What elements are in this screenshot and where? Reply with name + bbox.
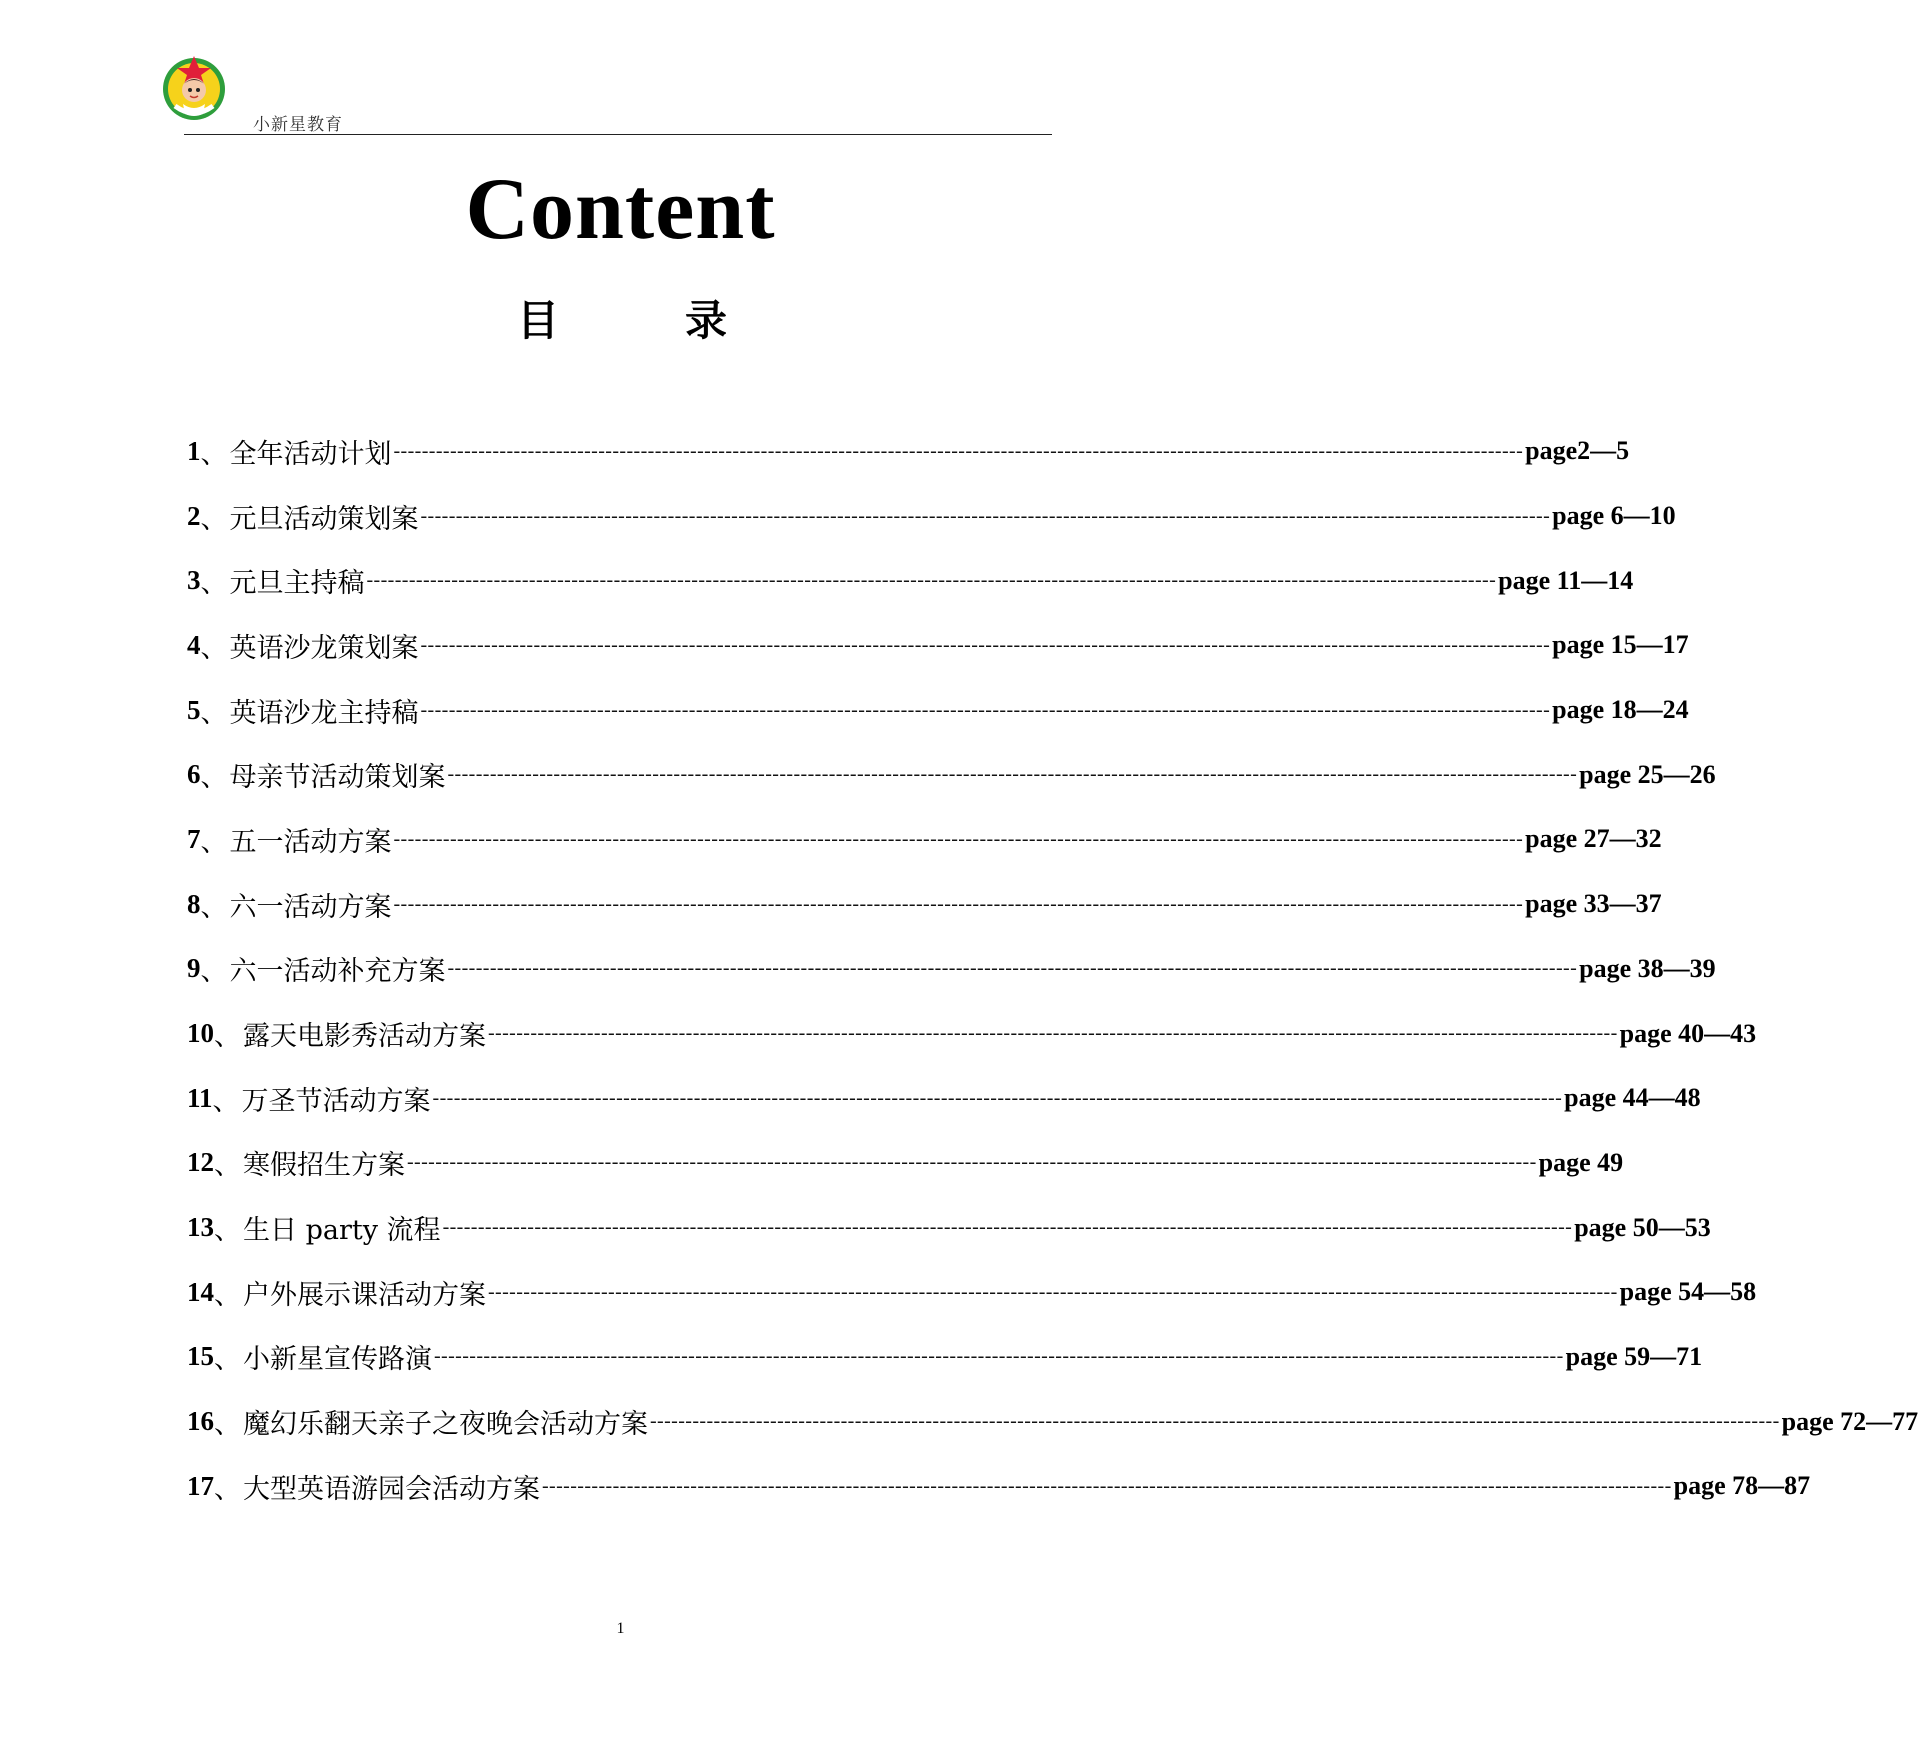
- title-chinese-char-1: 目: [517, 296, 560, 345]
- toc-entry[interactable]: [187, 1195, 1711, 1260]
- toc-entry-page: page 15—17: [1552, 630, 1689, 660]
- new-star-logo-icon: [161, 54, 227, 122]
- toc-entry-separator: 、: [214, 1215, 241, 1247]
- toc-entry-separator: 、: [200, 762, 228, 794]
- toc-entry-page: page 6—10: [1552, 501, 1676, 531]
- toc-entry-leader: ----------------------------------------------------------------------------------------------------------------------------------------------------------------: [420, 633, 1551, 656]
- toc-entry-title: 生日 party 流程: [243, 1215, 441, 1247]
- toc-entry-leader: ----------------------------------------------------------------------------------------------------------------------------------------------------------------: [447, 763, 1578, 786]
- toc-entry-leader: ----------------------------------------------------------------------------------------------------------------------------------------------------------------: [447, 957, 1578, 980]
- toc-entry-leader: ----------------------------------------------------------------------------------------------------------------------------------------------------------------: [393, 439, 1524, 462]
- toc-entry-leader: ----------------------------------------------------------------------------------------------------------------------------------------------------------------: [420, 504, 1551, 527]
- toc-entry-title: 五一活动方案: [229, 826, 392, 858]
- toc-entry-separator: 、: [214, 1344, 241, 1376]
- toc-entry-separator: 、: [214, 1473, 241, 1505]
- toc-entry-title: 元旦主持稿: [229, 568, 365, 600]
- toc-entry-number: 3: [187, 565, 201, 596]
- toc-entry[interactable]: [187, 807, 1662, 872]
- toc-entry-number: 5: [187, 694, 201, 725]
- toc-entry-page: page 54—58: [1619, 1277, 1757, 1307]
- toc-entry[interactable]: [187, 678, 1689, 743]
- toc-entry-number: 14: [187, 1276, 214, 1307]
- toc-entry-title: 全年活动计划: [229, 438, 392, 470]
- toc-entry-title: 元旦活动策划案: [229, 503, 419, 535]
- toc-entry-page: page 27—32: [1525, 824, 1662, 854]
- header-divider: [184, 134, 1052, 135]
- toc-entry-separator: 、: [212, 1085, 240, 1117]
- toc-entry-number: 8: [187, 888, 201, 919]
- toc-entry[interactable]: [187, 1260, 1757, 1325]
- toc-entry-separator: 、: [200, 438, 228, 470]
- toc-entry-leader: ----------------------------------------------------------------------------------------------------------------------------------------------------------------: [407, 1151, 1537, 1174]
- toc-entry[interactable]: [187, 742, 1716, 807]
- toc-entry-separator: 、: [214, 1021, 241, 1053]
- toc-entry-number: 6: [187, 759, 201, 790]
- toc-entry[interactable]: [187, 484, 1676, 549]
- toc-entry-leader: ----------------------------------------------------------------------------------------------------------------------------------------------------------------: [442, 1216, 1573, 1239]
- toc-entry-title: 大型英语游园会活动方案: [243, 1473, 540, 1505]
- toc-entry-separator: 、: [200, 891, 228, 923]
- toc-entry[interactable]: [187, 1325, 1703, 1390]
- toc-entry-page: page 50—53: [1574, 1212, 1711, 1242]
- toc-entry-number: 1: [187, 435, 201, 466]
- toc-entry-leader: ----------------------------------------------------------------------------------------------------------------------------------------------------------------: [542, 1474, 1672, 1497]
- toc-entry-number: 16: [187, 1406, 214, 1437]
- toc-entry-title: 万圣节活动方案: [241, 1085, 431, 1117]
- toc-entry-title: 英语沙龙主持稿: [229, 697, 419, 729]
- toc-entry[interactable]: [187, 937, 1716, 1002]
- toc-entry-number: 10: [187, 1018, 214, 1049]
- toc-entry-leader: ----------------------------------------------------------------------------------------------------------------------------------------------------------------: [488, 1022, 1618, 1045]
- toc-entry-title: 母亲节活动策划案: [229, 762, 446, 794]
- page-number: 1: [616, 1620, 625, 1637]
- toc-entry[interactable]: [187, 1454, 1811, 1519]
- organization-name: 小新星教育: [253, 115, 343, 135]
- toc-entry-title: 露天电影秀活动方案: [243, 1021, 486, 1053]
- toc-entry-number: 4: [187, 629, 201, 660]
- toc-entry-separator: 、: [200, 568, 228, 600]
- toc-entry-leader: ----------------------------------------------------------------------------------------------------------------------------------------------------------------: [434, 1345, 1564, 1368]
- toc-entry-page: page 38—39: [1579, 953, 1716, 983]
- toc-entry-leader: ----------------------------------------------------------------------------------------------------------------------------------------------------------------: [488, 1280, 1618, 1303]
- toc-entry-page: page 72—77: [1781, 1406, 1918, 1436]
- toc-entry-page: page 11—14: [1498, 565, 1634, 595]
- toc-entry-page: page 25—26: [1579, 759, 1716, 789]
- toc-entry-number: 2: [187, 500, 201, 531]
- toc-entry-leader: ----------------------------------------------------------------------------------------------------------------------------------------------------------------: [366, 569, 1497, 592]
- toc-entry-leader: ----------------------------------------------------------------------------------------------------------------------------------------------------------------: [393, 827, 1524, 850]
- toc-entry-separator: 、: [214, 1409, 241, 1441]
- toc-entry-separator: 、: [214, 1279, 241, 1311]
- toc-entry[interactable]: [187, 1001, 1757, 1066]
- toc-entry[interactable]: [187, 1389, 1918, 1454]
- toc-entry-title: 魔幻乐翻天亲子之夜晚会活动方案: [243, 1409, 648, 1441]
- toc-entry[interactable]: [187, 1066, 1701, 1131]
- toc-entry-title: 六一活动补充方案: [229, 956, 446, 988]
- toc-entry[interactable]: [187, 1131, 1624, 1196]
- toc-entry-page: page 44—48: [1564, 1083, 1701, 1113]
- toc-entry-page: page 18—24: [1552, 695, 1689, 725]
- toc-entry-number: 9: [187, 953, 201, 984]
- toc-entry-leader: ----------------------------------------------------------------------------------------------------------------------------------------------------------------: [420, 698, 1551, 721]
- toc-entry-page: page 59—71: [1565, 1341, 1703, 1371]
- toc-entry[interactable]: [187, 548, 1634, 613]
- toc-entry-separator: 、: [200, 956, 228, 988]
- toc-entry-leader: ----------------------------------------------------------------------------------------------------------------------------------------------------------------: [650, 1410, 1780, 1433]
- toc-entry-number: 13: [187, 1212, 214, 1243]
- toc-entry-number: 12: [187, 1147, 214, 1178]
- toc-entry-number: 11: [187, 1082, 213, 1113]
- toc-entry-title: 英语沙龙策划案: [229, 632, 419, 664]
- toc-entry-title: 户外展示课活动方案: [243, 1279, 486, 1311]
- toc-entry-page: page 33—37: [1525, 889, 1662, 919]
- toc-entry-leader: ----------------------------------------------------------------------------------------------------------------------------------------------------------------: [432, 1086, 1563, 1109]
- toc-entry[interactable]: [187, 872, 1662, 937]
- toc-entry-title: 寒假招生方案: [243, 1150, 405, 1182]
- toc-entry-separator: 、: [200, 826, 228, 858]
- table-of-contents: [187, 419, 1918, 1519]
- toc-entry[interactable]: [187, 613, 1689, 678]
- toc-entry-leader: ----------------------------------------------------------------------------------------------------------------------------------------------------------------: [393, 892, 1524, 915]
- toc-entry-title: 六一活动方案: [229, 891, 392, 923]
- title-chinese: [517, 288, 727, 348]
- toc-entry-page: page2—5: [1525, 436, 1630, 466]
- toc-entry-separator: 、: [214, 1150, 241, 1182]
- toc-entry-page: page 49: [1538, 1147, 1624, 1177]
- toc-entry-page: page 40—43: [1619, 1018, 1757, 1048]
- toc-entry-page: page 78—87: [1673, 1471, 1811, 1501]
- toc-entry-number: 15: [187, 1341, 214, 1372]
- title-chinese-char-2: 录: [684, 296, 727, 345]
- toc-entry-number: 17: [187, 1470, 214, 1501]
- toc-entry-separator: 、: [200, 697, 228, 729]
- toc-entry-separator: 、: [200, 503, 228, 535]
- toc-entry-number: 7: [187, 823, 201, 854]
- toc-entry-title: 小新星宣传路演: [243, 1344, 432, 1376]
- toc-entry-separator: 、: [200, 632, 228, 664]
- title-english: Content: [465, 161, 776, 258]
- toc-entry[interactable]: [187, 419, 1630, 484]
